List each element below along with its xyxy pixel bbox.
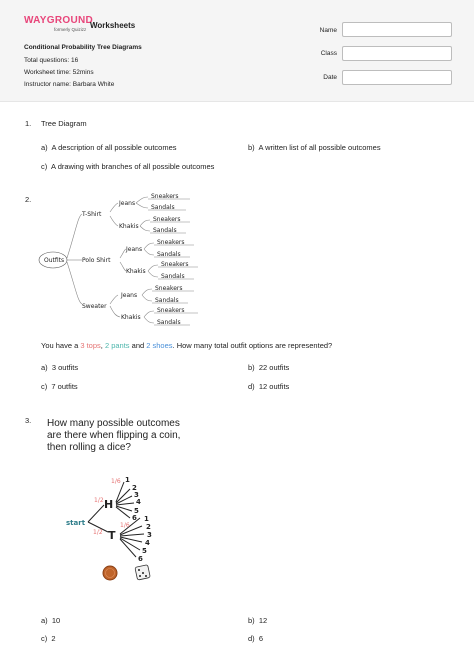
shoes-label: Sneakers xyxy=(155,285,183,292)
dice-icon xyxy=(135,565,150,580)
question-1-text: Tree Diagram xyxy=(41,119,87,128)
worksheet-title: Conditional Probability Tree Diagrams xyxy=(24,44,142,51)
q2-option-d[interactable] xyxy=(248,382,289,391)
option-text: 2 xyxy=(51,634,56,643)
shoes-label: Sneakers xyxy=(151,193,179,200)
option-letter: a) xyxy=(41,616,48,625)
option-letter: c) xyxy=(41,162,48,171)
pants-label: Khakis xyxy=(126,268,146,275)
option-letter: a) xyxy=(41,363,48,372)
brand-subtitle: formerly Quizizz xyxy=(54,27,87,32)
name-label: Name xyxy=(319,27,337,34)
face-label: 1 xyxy=(144,515,149,523)
option-text: A description of all possible outcomes xyxy=(51,143,177,152)
question-2-text xyxy=(41,341,332,350)
question-3-number: 3. xyxy=(25,416,32,425)
brand-name: WAYGROUND xyxy=(24,15,94,26)
shoes-label: Sneakers xyxy=(157,239,185,246)
q1-option-a[interactable] xyxy=(41,143,177,152)
die-prob-label: 1/6 xyxy=(120,522,130,529)
outfit-tree-diagram xyxy=(38,190,198,330)
coin-prob-label: 1/2 xyxy=(93,529,103,536)
shoes-label: Sneakers xyxy=(157,307,185,314)
worksheet-header xyxy=(0,0,474,102)
face-label: 3 xyxy=(147,531,152,539)
shoes-label: Sandals xyxy=(161,273,185,280)
shoes-label: Sneakers xyxy=(153,216,181,223)
date-label: Date xyxy=(323,74,337,81)
option-letter: d) xyxy=(248,382,255,391)
q3-option-c[interactable] xyxy=(41,634,56,643)
face-label: 5 xyxy=(134,507,139,515)
top-label: Polo Shirt xyxy=(82,257,111,264)
question-2-number: 2. xyxy=(25,195,32,204)
instructor-name: Instructor name: Barbara White xyxy=(24,81,115,88)
option-text: 10 xyxy=(51,616,61,625)
heads-label: H xyxy=(104,498,114,511)
q3-option-d[interactable] xyxy=(248,634,263,643)
q2-pants-count: 2 pants xyxy=(104,341,130,350)
face-label: 6 xyxy=(138,555,143,563)
shoes-label: Sandals xyxy=(155,297,179,304)
worksheet-time: Worksheet time: 52mins xyxy=(24,69,94,76)
option-text: 3 outfits xyxy=(51,363,79,372)
q3-option-a[interactable] xyxy=(41,616,60,625)
q2-tops-count: 3 tops xyxy=(80,341,101,350)
option-letter: c) xyxy=(41,634,48,643)
coin-icon xyxy=(103,566,117,580)
q2-text-mid2: and xyxy=(129,341,147,350)
face-label: 5 xyxy=(142,547,147,555)
option-text: A drawing with branches of all possible outcomes xyxy=(51,162,215,171)
option-letter: b) xyxy=(248,363,255,372)
option-text: 12 outfits xyxy=(258,382,290,391)
option-text: 6 xyxy=(258,634,264,643)
face-label: 3 xyxy=(134,491,139,499)
shoes-label: Sandals xyxy=(157,251,181,258)
name-field[interactable] xyxy=(342,22,452,37)
face-label: 6 xyxy=(132,514,137,522)
q2-option-c[interactable] xyxy=(41,382,78,391)
shoes-label: Sandals xyxy=(151,204,175,211)
pants-label: Khakis xyxy=(121,314,141,321)
class-field[interactable] xyxy=(342,46,452,61)
option-text: 22 outfits xyxy=(258,363,290,372)
q3-option-b[interactable] xyxy=(248,616,267,625)
question-1-number: 1. xyxy=(25,119,32,128)
option-text: 7 outfits xyxy=(51,382,78,391)
section-title: Worksheets xyxy=(90,21,136,30)
q2-option-a[interactable] xyxy=(41,363,78,372)
option-letter: b) xyxy=(248,616,255,625)
class-label: Class xyxy=(320,50,337,57)
coin-prob-label: 1/2 xyxy=(94,497,104,504)
option-letter: b) xyxy=(248,143,255,152)
q2-text-pre: You have a xyxy=(41,341,81,350)
coin-dice-tree-diagram xyxy=(60,470,170,586)
die-prob-label: 1/6 xyxy=(111,478,121,485)
shoes-label: Sandals xyxy=(157,319,181,326)
face-label: 2 xyxy=(132,484,137,492)
option-letter: d) xyxy=(248,634,255,643)
face-label: 2 xyxy=(146,523,151,531)
total-questions: Total questions: 16 xyxy=(24,57,79,64)
top-label: T-Shirt xyxy=(82,211,102,218)
start-label: start xyxy=(66,519,86,527)
q2-text-post: . How many total outfit options are represented? xyxy=(172,341,333,350)
pants-label: Khakis xyxy=(119,223,139,230)
option-text: A written list of all possible outcomes xyxy=(258,143,381,152)
option-letter: a) xyxy=(41,143,48,152)
question-3-text: How many possible outcomes are there when flipping a coin, then rolling a dice? xyxy=(47,418,181,453)
q1-option-b[interactable] xyxy=(248,143,381,152)
face-label: 4 xyxy=(136,498,141,506)
q2-shoes-count: 2 shoes xyxy=(146,341,173,350)
date-field[interactable] xyxy=(342,70,452,85)
q2-text-mid1: , xyxy=(100,341,105,350)
pants-label: Jeans xyxy=(119,200,136,207)
q2-option-b[interactable] xyxy=(248,363,289,372)
option-text: 12 xyxy=(258,616,268,625)
shoes-label: Sneakers xyxy=(161,261,189,268)
pants-label: Jeans xyxy=(121,292,138,299)
shoes-label: Sandals xyxy=(153,227,177,234)
option-letter: c) xyxy=(41,382,48,391)
pants-label: Jeans xyxy=(126,246,143,253)
tails-label: T xyxy=(108,529,116,542)
face-label: 1 xyxy=(125,476,130,484)
root-label: Outfits xyxy=(44,257,65,264)
face-label: 4 xyxy=(145,539,150,547)
top-label: Sweater xyxy=(82,303,107,310)
q1-option-c[interactable] xyxy=(41,162,214,171)
